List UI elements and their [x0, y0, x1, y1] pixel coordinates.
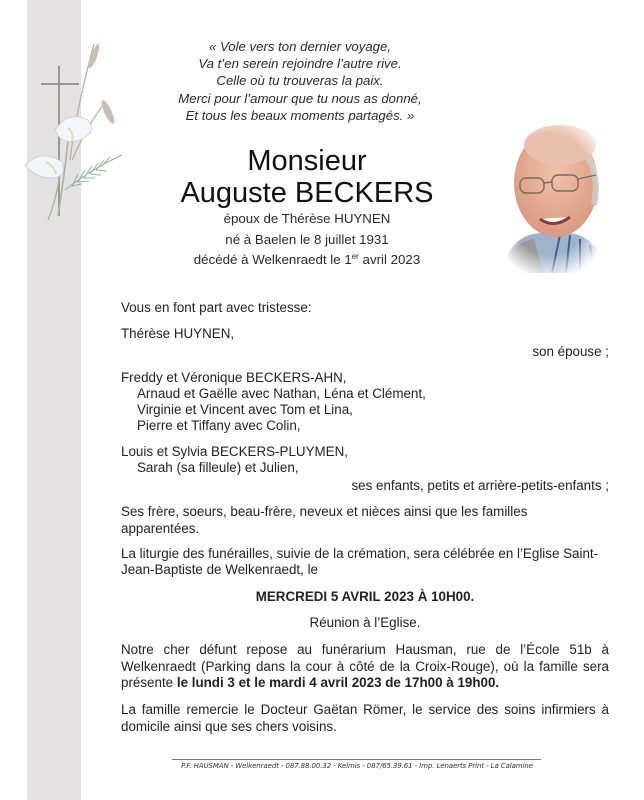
spouse-name: Thérèse HUYNEN, [121, 326, 235, 341]
poem-line: Et tous les beaux moments partagés. » [185, 107, 415, 123]
family-member: Sarah (sa filleule) et Julien, [137, 460, 299, 475]
spouse-line: époux de Thérèse HUYNEN [223, 211, 391, 226]
relatives-text: Ses frère, soeurs, beau-frère, neveux et nièces ainsi que les familles apparentées. [121, 504, 528, 536]
poem-line: Merci pour l’amour que tu nous as donné, [178, 90, 422, 106]
family-member: Arnaud et Gaëlle avec Nathan, Léna et Clément, [137, 386, 426, 401]
deceased-name: Auguste BECKERS [180, 177, 434, 209]
visitation-dates: le lundi 3 et le mardi 4 avril 2023 de 17h00 à 19h00. [176, 675, 500, 691]
liturgy-text-line1: La liturgie des funérailles, suivie de la crémation, sera célébrée en l’Eglise Saint- [121, 546, 599, 561]
honorific: Monsieur [247, 145, 367, 177]
poem-line: Celle où tu trouveras la paix. [216, 73, 384, 89]
intro-text: Vous en font part avec tristesse: [121, 300, 312, 315]
cross-lilies-wheat-icon [10, 40, 130, 230]
ceremony-date: MERCREDI 5 AVRIL 2023 À 10H00. [255, 589, 475, 604]
children-role: ses enfants, petits et arrière-petits-enfants ; [351, 478, 609, 493]
spouse-role: son épouse ; [532, 344, 609, 359]
family-head: Freddy et Véronique BECKERS-AHN, [121, 370, 347, 385]
footer-credits: P.F. HAUSMAN - Welkenraedt - 087.88.00.32 - Kelmis - 087/65.39.61 - Imp. Lenaerts Print - La Calamine [181, 762, 533, 770]
liturgy-text-line2: Jean-Baptiste de Welkenraedt, le [121, 562, 319, 577]
birth-line: né à Baelen le 8 juillet 1931 [225, 231, 389, 247]
thanks-text: La famille remercie le Docteur Gaëtan Römer, le service des soins infirmiers à domicile ainsi que ses chers voisins. [121, 702, 609, 734]
family-member: Virginie et Vincent avec Tom et Lina, [137, 402, 353, 417]
family-head: Louis et Sylvia BECKERS-PLUYMEN, [121, 444, 348, 459]
poem [150, 38, 450, 124]
family-member: Pierre et Tiffany avec Colin, [137, 418, 301, 433]
poem-line: « Vole vers ton dernier voyage, [208, 39, 392, 54]
meeting-place: Réunion à l’Eglise. [309, 615, 421, 630]
footer-divider [172, 759, 541, 760]
visitation-text: Notre cher défunt repose au funérarium Hausman, rue de l’École 51b à Welkenraedt (Parking dans la cour à côté de la Croix-Rouge), où la famille sera présente le lundi 3 et le mardi 4 avril 2023 de 17h00 à 19h00. [121, 642, 609, 691]
poem-line: Va t’en serein rejoindre l’autre rive. [198, 56, 402, 72]
death-line: décédé à Welkenraedt le 1er avril 2023 [193, 252, 421, 267]
deceased-header [150, 146, 464, 269]
portrait-photo [490, 115, 610, 273]
